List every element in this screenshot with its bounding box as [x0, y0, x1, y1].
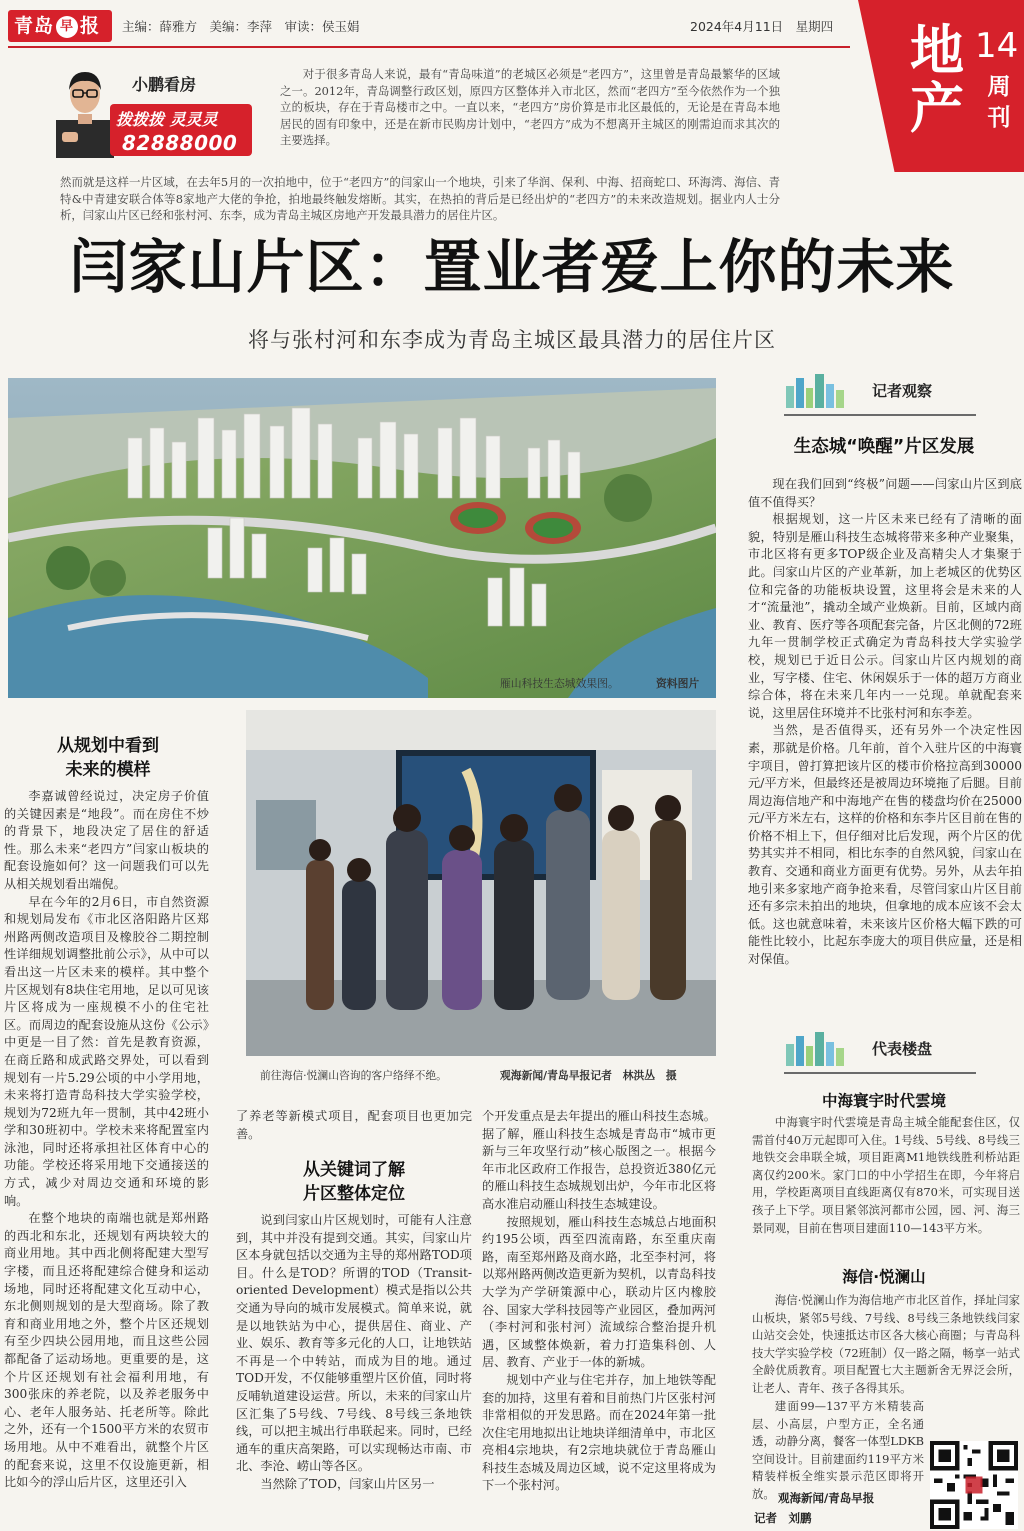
newspaper-logo: 青岛 早 报 [8, 10, 112, 42]
byline-org: 观海新闻/青岛早报 [778, 1491, 875, 1505]
listing-2-description: 海信·悦澜山作为海信地产市北区首作，择址闫家山板块，紧邻5号线、7号线、8号线三条地铁线闫家山站交会处，快速抵达市区各大核心商圈；与青岛科技大学实验学校（72班制）仅一路之隔，畅享一站式全龄优质教育。项目配置七大主题新舍无界泛会所，让老人、青年、孩子各得其乐。 [752, 1293, 1020, 1395]
observe-title: 生态城“唤醒”片区发展 [793, 437, 975, 457]
hotline-slogan: 拨拨拨 灵灵灵 [116, 110, 218, 129]
section2-body: 说到闫家山片区规划时，可能有人注意到，其中并没有提到交通。其实，闫家山片区本身就包括以交通为主导的郑州路TOD项目。什么是TOD？所谓的TOD（Transit-oriented Development）模式是指以公共交通为导向的城市发展模式。简单来说，就是以地铁站为中心，提供居住、商业、产业、娱乐、教育等多元化的人口，让地铁站不再是一个中转站，而成为目的地。通过TOD开发，不仅能够重塑片区价值，同时将反哺轨道建设运营。所以，未来的闫家山片区汇集了5号线、7号线、8号线三条地铁线，可以把主城出行串联起来。同时，已经通车的重庆高架路，可以实现畅达市南、市北、李沧、崂山等各区。 当然除了TOD，闫家山片区另一 [236, 1213, 472, 1491]
skyline-icon [782, 372, 854, 408]
photo2-credit: 观海新闻/青岛早报记者 林洪丛 摄 [500, 1069, 677, 1082]
staff-credits: 主编：薛雅方 美编：李萍 审读：侯玉娟 [122, 19, 360, 34]
section1-body: 李嘉诚曾经说过，决定房子价值的关键因素是“地段”。而在房住不炒的背景下，地段决定了居住的舒适性。那么未来“老四方”闫家山板块的配套设施如何？这一问题我们可以先从相关规划看出端倪。 早在今年的2月6日，市自然资源和规划局发布《市北区洛阳路片区郑州路两侧改造项目及橡胶谷二期控制性详细规划调整批前公示》，从中可以看出这一片区未来的模样。其中整个片区规划有8块住宅用地，足以可见该片区将成为一座规模不小的住宅社区。而周边的配套设施从这份《公示》中更是一目了然：首先是教育资源，在商丘路和成武路交界处，可以看到规划有一片5.29公顷的中小学用地，未来将打造青岛科技大学实验学校，规划为72班九年一贯制，其中42班小学和30班初中。学校未来将配置室内泳池，同时还将承担社区体育中心的功能。学校还将采用地下交通接送的方式，减少对周边交通和环境的影响。 在整个地块的南端也就是郑州路的西北和东北，还规划有两块较大的商业用地。其中西北侧将配建大型写字楼，而且还将配建综合健身和运动场地，同时还将配建文化互动中心，东北侧则规划的是大型商场。除了教育和商业用地之外，整个片区还规划有至少四块公园用地，而且这些公园都配备了运动场地。更重要的是，这个片区还规划有社会福利用地，有300张床的养老院，以及养老服务中心、老年人服务站、托老所等。除此之外，还有一个1500平方米的农贸市场用地。从中不难看出，就整个片区的配套来说，这里不仅设施更新，相比如今的浮山后片区，这里还引入 [4, 789, 209, 1490]
observe-rule [784, 414, 976, 416]
section3-body: 个开发重点是去年提出的雁山科技生态城。据了解，雁山科技生态城是青岛市“城市更新与三年攻坚行动”核心版图之一。根据今年市北区政府工作报告，总投资近380亿元的雁山科技生态城规划出炉，今年市北区将高水准启动雁山科技生态城建设。 按照规划，雁山科技生态城总占地面积约195公顷，西至四流南路，东至重庆南路，南至郑州路及商水路，北至李村河，将以郑州路两侧改造更新为契机，以青岛科技大学为产学研策源中心，联动片区内橡胶谷、国家大学科技园等产业园区，叠加两河（李村河和张村河）流域综合整治提升机遇，区域整体焕新，着力打造集科创、人居、教育、产业于一体的新城。 规划中产业与住宅并存，加上地铁等配套的加持，这里有着和目前热门片区张村河非常相似的开发思路。而在2024年第一批次住宅用地拟出让地块详细清单中，市北区亮相4宗地块，有2宗地块就位于青岛雁山科技生态城及周边区域，说不定这里将成为下一个张村河。 [482, 1109, 716, 1493]
listings-rule [784, 1072, 976, 1074]
listings-section-label: 代表楼盘 [782, 1030, 978, 1066]
section2-heading: 从关键词了解 片区整体定位 [303, 1160, 405, 1204]
photo1-caption: 雁山科技生态城效果图。 [500, 677, 619, 690]
masthead-rule [8, 46, 850, 48]
listing-2-description-2: 建面99—137平方米精装高层、小高层，户型方正，全名通透，动静分离，餐客一体型LDKB空间设计。目前建面约119平方米精装样板全维实景示范区即将开放。 [752, 1399, 924, 1501]
byline-reporter: 记者 刘鹏 [754, 1511, 812, 1525]
section-title: 地产 [910, 19, 964, 140]
headline: 闫家山片区：置业者爱上你的未来 [69, 233, 955, 301]
section1-continuation: 了养老等新模式项目，配套项目也更加完善。 [236, 1109, 472, 1141]
subheadline: 将与张村河和东李成为青岛主城区最具潜力的居住片区 [248, 328, 776, 352]
listing-1-name: 中海寰宇时代雲境 [821, 1092, 946, 1110]
observe-section-label: 记者观察 [782, 372, 978, 408]
skyline-icon [782, 1030, 854, 1066]
intro-paragraph-1: 对于很多青岛人来说，最有“青岛味道”的老城区必须是“老四方”，这里曾是青岛最繁华的区域之一。2012年，青岛调整行政区划，原四方区整体并入市北区，然而“老四方”至今依然作为一个独立的板块，存在于青岛楼市之中。一直以来，“老四方”房价算是市北区最低的，无论是在青岛本地居民的固有印象中，还是在新市民购房计划中，“老四方”成为不想离开主城区的刚需迫而求其次的主要选择。 [280, 67, 780, 148]
photo1-credit: 资料图片 [656, 677, 700, 690]
page-number: 14 [975, 26, 1019, 66]
listing-2-name: 海信·悦澜山 [842, 1268, 926, 1286]
columnist-portrait [56, 62, 114, 158]
qr-code[interactable] [930, 1441, 1018, 1529]
column-name: 小鹏看房 [132, 75, 197, 94]
hotline-number: 82888000 [122, 131, 238, 155]
aerial-rendering-photo [8, 378, 716, 698]
issue-date: 2024年4月11日 星期四 [690, 19, 834, 34]
sales-center-photo [246, 710, 716, 1056]
intro-paragraph-2: 然而就是这样一片区域，在去年5月的一次拍地中，位于“老四方”的闫家山一个地块，引来了华润、保利、中海、招商蛇口、环海湾、海信、青特&中青建安联合体等8家地产大佬的争抢，拍地最终触发熔断。其实，在热拍的背后是已经出炉的“老四方”的未来改造规划。据业内人士分析，闫家山片区已经和张村河、东李，成为青岛主城区房地产开发最具潜力的居住片区。 [60, 175, 780, 223]
section1-heading: 从规划中看到 未来的模样 [57, 736, 159, 780]
weekly-label: 周刊 [987, 74, 1011, 131]
listing-1-description: 中海寰宇时代雲境是青岛主城全能配套住区，仅需首付40万元起即可入住。1号线、5号线、8号线三地铁交会串联全城，项目距离M1地铁线胜利桥站距离仅约200米。家门口的中小学招生在即，今年将启用，学校距离项目直线距离仅有870米，可实现目送孩子上下学。项目紧邻滨河都市公园，园、河、海三景同观，目前在售项目建面110—143平方米。 [752, 1115, 1020, 1235]
observe-body: 现在我们回到“终极”问题——闫家山片区到底值不值得买？ 根据规划，这一片区未来已经有了清晰的面貌，特别是雁山科技生态城将带来多种产业聚集，市北区将有更多TOP级企业及高精尖人才集聚于此。闫家山片区的产业革新，加上老城区的优势区位和完备的功能板块设置，这里将会是未来的人才“流量池”，撬动全域产业焕新。目前，区域内商业、教育、医疗等各项配套完备，片区北侧的72班九年一贯制学校正式确定为青岛科技大学实验学校，规划已于近日公示。闫家山片区内规划的商业，写字楼、住宅、休闲娱乐于一体的超万方商业综合体，将在未来几年内一一兑现。单就配套来说，这里居住环境并不比张村河和东李差。 当然，是否值得买，还有另外一个决定性因素，那就是价格。几年前，首个入驻片区的中海寰宇项目，曾打算把该片区的楼市价格拉高到30000元/平方米，但最终还是被周边环境拖了后腿。目前周边海信地产和中海地产在售的楼盘均价在25000元/平方米左右，这样的价格和东李片区目前在售的价格不相上下，但仔细对比后发现，两个片区的优势其实并不相同，相比东李的自然风貌，闫家山在教育、交通和商业方面更有优势。另外，从去年拍地引来多家地产商争抢来看，尽管闫家山片区目前还有多宗未拍出的地块，但拿地的成本应该不会太低。这也就意味着，未来该片区价格大幅下跌的可能性比较小，比起东李庞大的项目供应量，还是相对保值。 [748, 477, 1022, 967]
photo2-caption: 前往海信·悦澜山咨询的客户络绎不绝。 [260, 1069, 447, 1082]
